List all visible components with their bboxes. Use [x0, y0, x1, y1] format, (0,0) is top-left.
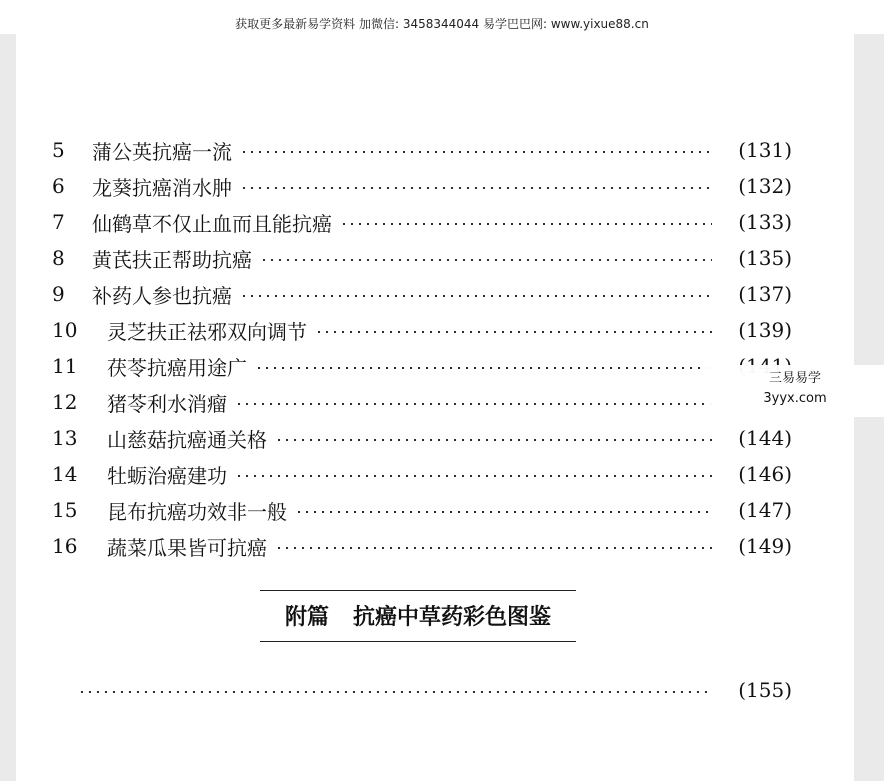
entry-title: 蒲公英抗癌一流	[92, 139, 232, 164]
dot-leader	[240, 151, 712, 153]
toc-entry[interactable]	[52, 385, 792, 419]
entry-page: (132)	[738, 174, 792, 198]
toc-entry[interactable]	[52, 205, 792, 239]
entry-page: (144)	[738, 426, 792, 450]
entry-number: 6	[52, 174, 65, 198]
dot-leader	[240, 187, 712, 189]
toc-entry[interactable]	[52, 529, 792, 563]
entry-title: 仙鹤草不仅止血而且能抗癌	[92, 211, 332, 236]
appendix-title: 抗癌中草药彩色图鉴	[353, 605, 552, 630]
dot-leader	[235, 403, 712, 405]
dot-leader	[78, 691, 712, 693]
dot-leader	[240, 295, 712, 297]
dot-leader	[315, 331, 712, 333]
appendix-bottom-rule	[260, 641, 576, 642]
entry-number: 7	[52, 210, 65, 234]
entry-title: 山慈菇抗癌通关格	[107, 427, 267, 452]
entry-page: (131)	[738, 138, 792, 162]
toc-entry[interactable]	[52, 133, 792, 167]
dot-leader	[275, 547, 712, 549]
entry-number: 10	[52, 318, 78, 342]
overlay-site-url: 3yyx.com	[763, 391, 827, 406]
entry-number: 14	[52, 462, 78, 486]
entry-title: 昆布抗癌功效非一般	[107, 499, 287, 524]
entry-number: 15	[52, 498, 78, 522]
entry-page: (133)	[738, 210, 792, 234]
entry-title: 补药人参也抗癌	[92, 283, 232, 308]
dot-leader	[275, 439, 712, 441]
entry-page: (149)	[738, 534, 792, 558]
appendix-page: (155)	[738, 678, 792, 702]
toc-entry[interactable]	[52, 241, 792, 275]
entry-number: 8	[52, 246, 65, 270]
site-watermark-overlay	[706, 365, 884, 417]
entry-page: (137)	[738, 282, 792, 306]
toc-entry[interactable]	[52, 313, 792, 347]
entry-title: 牡蛎治癌建功	[107, 463, 227, 488]
entry-number: 16	[52, 534, 78, 558]
toc-entry[interactable]	[52, 493, 792, 527]
toc-entry[interactable]	[52, 457, 792, 491]
toc-entry[interactable]	[52, 277, 792, 311]
entry-title: 灵芝扶正祛邪双向调节	[107, 319, 307, 344]
entry-page: (146)	[738, 462, 792, 486]
entry-title: 猪苓利水消瘤	[107, 391, 227, 416]
appendix-label: 附篇	[284, 605, 329, 630]
entry-title: 黄芪扶正帮助抗癌	[92, 247, 252, 272]
dot-leader	[340, 223, 712, 225]
dot-leader	[235, 475, 712, 477]
toc-entry[interactable]	[52, 169, 792, 203]
watermark-text: 获取更多最新易学资料 加微信: 3458344044 易学巴巴网: www.yixue88.cn	[235, 17, 649, 31]
appendix-heading[interactable]	[260, 600, 576, 631]
dot-leader	[260, 259, 712, 261]
entry-page: (139)	[738, 318, 792, 342]
appendix-top-rule	[260, 590, 576, 591]
entry-page: (135)	[738, 246, 792, 270]
entry-title: 蔬菜瓜果皆可抗癌	[107, 535, 267, 560]
watermark-banner	[0, 0, 884, 34]
entry-number: 13	[52, 426, 78, 450]
entry-page: (147)	[738, 498, 792, 522]
overlay-site-name: 三易易学	[768, 371, 821, 386]
toc-entry[interactable]	[52, 421, 792, 455]
entry-number: 11	[52, 354, 78, 378]
entry-title: 龙葵抗癌消水肿	[92, 175, 232, 200]
entry-title: 茯苓抗癌用途广	[107, 355, 247, 380]
toc-entry[interactable]	[52, 349, 792, 383]
dot-leader	[255, 367, 712, 369]
entry-number: 12	[52, 390, 78, 414]
entry-number: 5	[52, 138, 65, 162]
appendix-entry[interactable]	[78, 673, 792, 707]
entry-number: 9	[52, 282, 65, 306]
dot-leader	[295, 511, 712, 513]
